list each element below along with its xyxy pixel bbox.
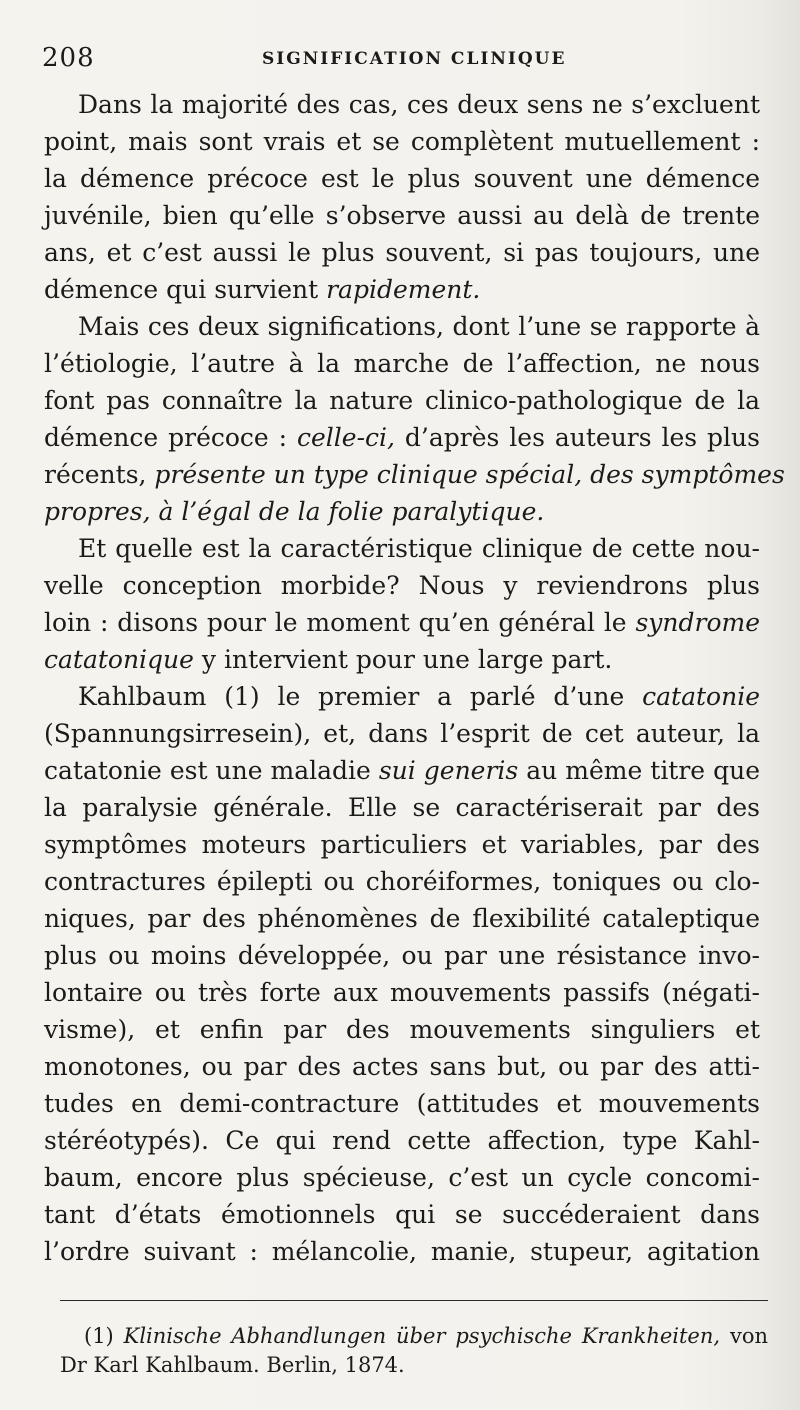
text-run: démence précoce : [44,423,298,452]
text-line: l’étiologie, l’autre à la marche de l’affection, ne nous [44,349,760,378]
page-header [42,40,760,76]
text-line [44,752,760,789]
text-line [44,456,785,493]
text-line: visme), et enfin par des mouvements singuliers et [44,1015,760,1044]
text-line: juvénile, bien qu’elle s’observe aussi au delà de trente [44,201,760,230]
text-run: démence qui survient [44,275,327,304]
page-number: 208 [42,43,95,73]
main-text [44,86,785,1270]
text-line [44,271,760,308]
text-line: plus ou moins développée, ou par une résistance invo- [44,941,760,970]
text-line: l’ordre suivant : mélancolie, manie, stupeur, agitation [44,1237,760,1266]
text-line: propres, à l’égal de la folie paralytique. [44,497,545,526]
text-line: ans, et c’est aussi le plus souvent, si pas toujours, une [44,238,760,267]
text-line: Dans la majorité des cas, ces deux sens ne s’excluent [78,90,760,119]
text-line: velle conception morbide? Nous y reviendrons plus [44,571,760,600]
text-run: récents, [44,460,155,489]
text-line: point, mais sont vrais et se complètent mutuellement : [44,127,760,156]
text-run: Kahlbaum (1) le premier a parlé d’une [78,682,643,711]
italic-run: celle-ci, [297,423,395,452]
text-line [44,604,760,641]
running-head: SIGNIFICATION CLINIQUE [262,49,567,69]
italic-run: rapidement. [326,275,481,304]
text-run: y intervient pour une large part. [193,645,613,674]
text-run: d’après les auteurs les plus [395,423,760,452]
text-line: niques, par des phénomènes de flexibilité cataleptique [44,904,760,933]
text-run: loin : disons pour le moment qu’en général le [44,608,636,637]
text-line: tant d’états émotionnels qui se succéderaient dans [44,1200,760,1229]
text-line: symptômes moteurs particuliers et variables, par des [44,830,760,859]
text-line: baum, encore plus spécieuse, c’est un cycle concomi- [44,1163,760,1192]
italic-run: présente un type clinique spécial, des symptômes [154,460,785,489]
text-line [44,678,760,715]
text-line: la démence précoce est le plus souvent une démence [44,164,760,193]
footnote-line [60,1322,768,1351]
footnote-marker: (1) [84,1324,124,1348]
text-line: monotones, ou par des actes sans but, ou par des atti- [44,1052,760,1081]
text-line: Mais ces deux significations, dont l’une se rapporte à [78,312,760,341]
text-line: (Spannungsirresein), et, dans l’esprit de cet auteur, la [44,719,760,748]
text-line: tudes en demi-contracture (attitudes et mouvements [44,1089,760,1118]
footnote-rule [60,1300,768,1301]
text-line: contractures épilepti ou choréiformes, toniques ou clo- [44,867,760,896]
text-line: Et quelle est la caractéristique clinique de cette nou- [78,534,760,563]
text-line: lontaire ou très forte aux mouvements passifs (négati- [44,978,760,1007]
text-run: catatonie est une maladie [44,756,379,785]
italic-run: Klinische Abhandlungen über psychische Krankheiten, [123,1324,721,1348]
text-line [44,641,760,678]
italic-run: catatonique [44,645,194,674]
text-line: la paralysie générale. Elle se caractériserait par des [44,793,760,822]
text-line: stéréotypés). Ce qui rend cette affection, type Kahl- [44,1126,760,1155]
footnote-line: Dr Karl Kahlbaum. Berlin, 1874. [60,1353,405,1377]
italic-run: syndrome [635,608,760,637]
italic-run: catatonie [642,682,760,711]
text-line: font pas connaître la nature clinico-pathologique de la [44,386,760,415]
text-line [44,419,760,456]
footnote [60,1322,768,1380]
text-run: au même titre que [518,756,761,785]
italic-run: sui generis [378,756,519,785]
text-run: von [720,1324,768,1348]
